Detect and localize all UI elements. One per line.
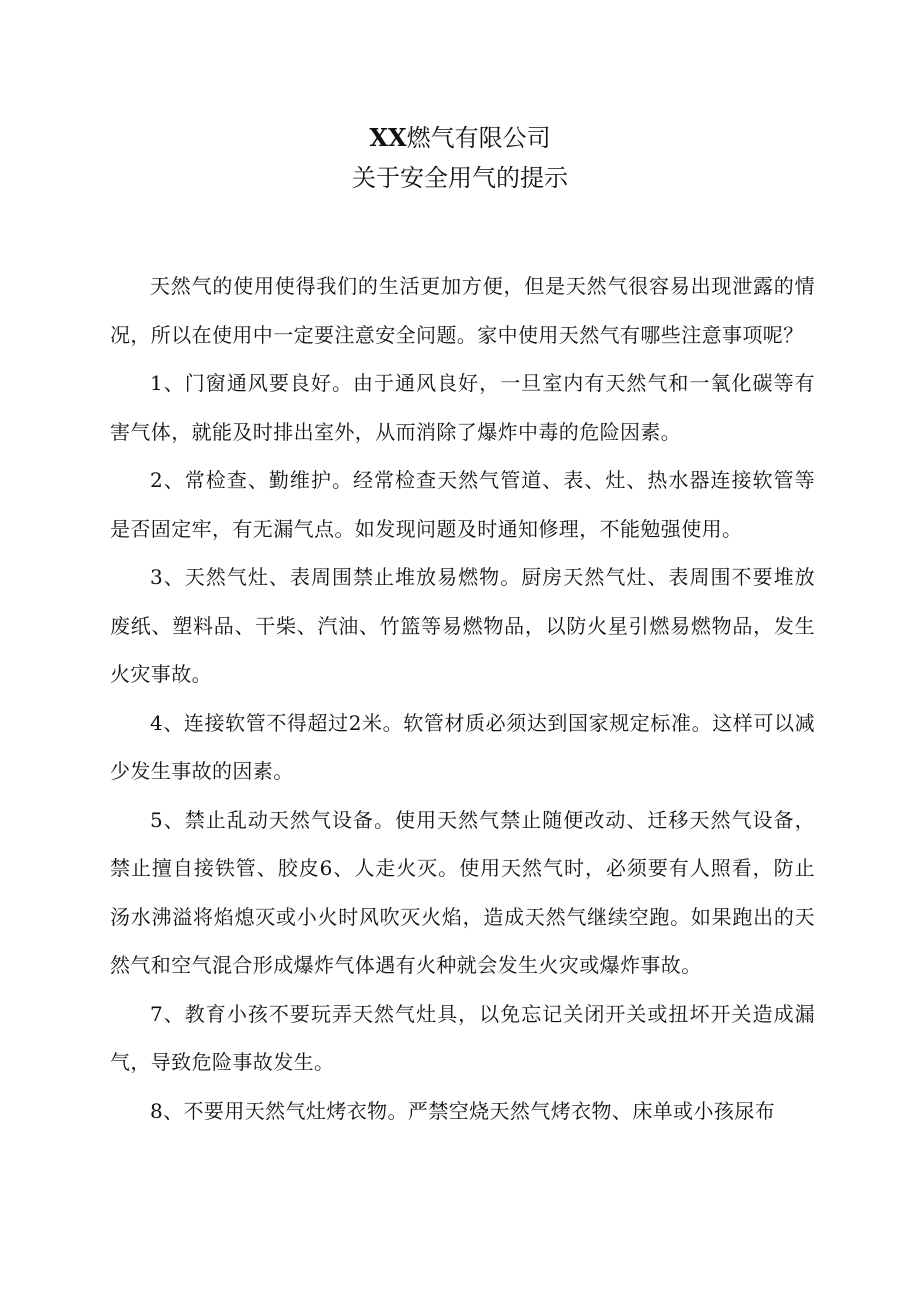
tip-paragraph-8: 8、不要用天然气灶烤衣物。严禁空烧天然气烤衣物、床单或小孩尿布 (150, 1098, 776, 1123)
title-block (0, 118, 920, 198)
document-title (0, 118, 920, 158)
intro-paragraph: 天然气的使用使得我们的生活更加方便，但是天然气很容易出现泄露的情况，所以在使用中一定要注意安全问题。家中使用天然气有哪些注意事项呢？ (110, 274, 815, 347)
title-company-prefix: XX (369, 123, 407, 152)
tip-paragraph-4: 4、连接软管不得超过2米。软管材质必须达到国家规定标准。这样可以减少发生事故的因素。 (110, 710, 815, 783)
document-subtitle: 关于安全用气的提示 (352, 164, 568, 192)
document-body (110, 262, 815, 1135)
tip-paragraph-1: 1、门窗通风要良好。由于通风良好，一旦室内有天然气和一氧化碳等有害气体，就能及时排出室外，从而消除了爆炸中毒的危险因素。 (110, 371, 815, 444)
tip-paragraph-7: 7、教育小孩不要玩弄天然气灶具，以免忘记关闭开关或扭坏开关造成漏气，导致危险事故发生。 (110, 1001, 815, 1074)
tip-paragraph-5-6: 5、禁止乱动天然气设备。使用天然气禁止随便改动、迁移天然气设备，禁止擅自接铁管、胶皮6、人走火灭。使用天然气时，必须要有人照看，防止汤水沸溢将焰熄灭或小火时风吹灭火焰，造成天然气继续空跑。如果跑出的天然气和空气混合形成爆炸气体遇有火种就会发生火灾或爆炸事故。 (110, 807, 815, 977)
title-company-name: 燃气有限公司 (406, 124, 551, 152)
tip-paragraph-3: 3、天然气灶、表周围禁止堆放易燃物。厨房天然气灶、表周围不要堆放废纸、塑料品、干柴、汽油、竹篮等易燃物品，以防火星引燃易燃物品，发生火灾事故。 (110, 565, 815, 686)
tip-paragraph-2: 2、常检查、勤维护。经常检查天然气管道、表、灶、热水器连接软管等是否固定牢，有无漏气点。如发现问题及时通知修理，不能勉强使用。 (110, 468, 815, 541)
